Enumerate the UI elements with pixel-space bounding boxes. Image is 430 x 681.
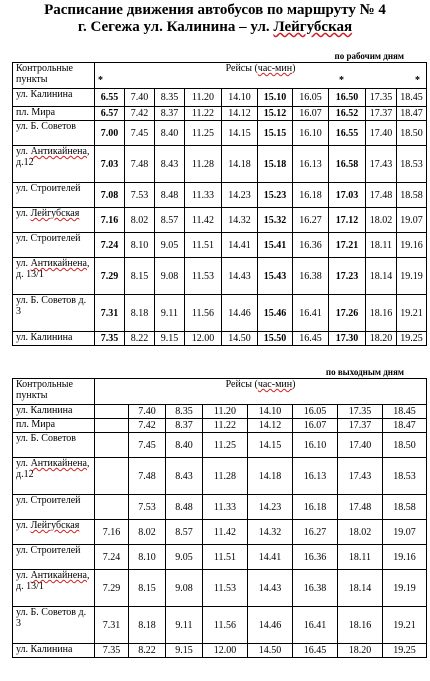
departure-time <box>95 419 129 433</box>
stop-name: ул. Калинина <box>13 644 95 658</box>
trips-header-unit: час-мин <box>257 63 293 74</box>
departure-time: 12.00 <box>185 332 222 346</box>
departure-time: 8.18 <box>129 607 166 644</box>
departure-time: 18.02 <box>338 520 383 545</box>
express-trip-marker: * <box>98 75 103 86</box>
departure-time: 9.05 <box>166 545 203 570</box>
departure-time: 17.03 <box>329 183 366 208</box>
departure-time: 12.00 <box>203 644 248 658</box>
departure-time: 16.10 <box>293 121 329 146</box>
departure-time: 9.05 <box>155 233 185 258</box>
departure-time: 14.15 <box>222 121 258 146</box>
departure-time: 11.22 <box>203 419 248 433</box>
departure-time: 11.25 <box>203 433 248 458</box>
departure-time: 7.42 <box>125 107 155 121</box>
departure-time: 8.10 <box>129 545 166 570</box>
departure-time: 7.03 <box>95 146 125 183</box>
stops-column-header: Контрольные пункты <box>13 379 95 405</box>
trips-column-header <box>95 63 427 89</box>
departure-time: 16.07 <box>293 419 338 433</box>
stop-name: ул. Строителей <box>13 233 95 258</box>
departure-time: 14.41 <box>248 545 293 570</box>
departure-time: 14.18 <box>222 146 258 183</box>
timetable-row <box>13 258 427 295</box>
departure-time: 18.45 <box>397 89 427 107</box>
departure-time: 8.15 <box>125 258 155 295</box>
stop-name: ул. Калинина <box>13 332 95 346</box>
departure-time: 14.23 <box>248 495 293 520</box>
departure-time: 15.32 <box>258 208 293 233</box>
departure-time: 7.00 <box>95 121 125 146</box>
timetable-row <box>13 607 427 644</box>
departure-time: 8.43 <box>155 146 185 183</box>
timetable-row <box>13 208 427 233</box>
departure-time: 8.57 <box>166 520 203 545</box>
departure-time: 11.51 <box>203 545 248 570</box>
departure-time: 17.21 <box>329 233 366 258</box>
departure-time: 9.11 <box>166 607 203 644</box>
timetable-row <box>13 183 427 208</box>
departure-time: 17.48 <box>366 183 397 208</box>
departure-time: 11.22 <box>185 107 222 121</box>
timetable-row <box>13 458 427 495</box>
departure-time: 11.51 <box>185 233 222 258</box>
trips-header-suffix: ) <box>292 63 296 74</box>
departure-time: 16.13 <box>293 146 329 183</box>
departure-time: 18.58 <box>397 183 427 208</box>
departure-time: 7.48 <box>125 146 155 183</box>
departure-time: 16.10 <box>293 433 338 458</box>
departure-time: 18.02 <box>366 208 397 233</box>
departure-time: 11.33 <box>203 495 248 520</box>
timetable-row <box>13 644 427 658</box>
departure-time: 11.56 <box>185 295 222 332</box>
departure-time: 19.21 <box>383 607 427 644</box>
departure-time: 7.53 <box>129 495 166 520</box>
weekend-timetable <box>12 378 427 658</box>
timetable-row <box>13 419 427 433</box>
departure-time: 7.24 <box>95 545 129 570</box>
departure-time: 11.20 <box>185 89 222 107</box>
timetable-row <box>13 332 427 346</box>
stop-name: пл. Мира <box>13 419 95 433</box>
departure-time: 18.45 <box>383 405 427 419</box>
departure-time: 8.15 <box>129 570 166 607</box>
departure-time: 8.40 <box>166 433 203 458</box>
departure-time: 18.47 <box>383 419 427 433</box>
route-end-stop: Лейгубская <box>273 19 353 35</box>
stop-name: ул. Калинина <box>13 405 95 419</box>
street-name: Антикайнена <box>30 146 87 157</box>
departure-time: 19.25 <box>397 332 427 346</box>
departure-time: 15.46 <box>258 295 293 332</box>
departure-time: 15.23 <box>258 183 293 208</box>
departure-time: 8.02 <box>125 208 155 233</box>
departure-time: 15.18 <box>258 146 293 183</box>
departure-time: 18.50 <box>383 433 427 458</box>
weekday-label: по рабочим дням <box>334 51 404 61</box>
departure-time: 7.53 <box>125 183 155 208</box>
trips-header-prefix: Рейсы ( <box>225 379 258 390</box>
express-trip-marker: * <box>339 75 344 86</box>
street-name: Антикайнена <box>30 570 87 581</box>
departure-time: 17.26 <box>329 295 366 332</box>
departure-time: 14.32 <box>222 208 258 233</box>
stop-name: ул. Б. Советов д. 3 <box>13 607 95 644</box>
departure-time: 7.45 <box>129 433 166 458</box>
departure-time: 16.05 <box>293 405 338 419</box>
departure-time: 9.15 <box>155 332 185 346</box>
departure-time <box>95 458 129 495</box>
departure-time: 16.38 <box>293 258 329 295</box>
departure-time: 7.40 <box>125 89 155 107</box>
departure-time: 16.38 <box>293 570 338 607</box>
trips-header-prefix: Рейсы ( <box>225 63 258 74</box>
departure-time: 7.40 <box>129 405 166 419</box>
trips-column-header <box>95 379 427 405</box>
departure-time: 18.47 <box>397 107 427 121</box>
departure-time: 18.53 <box>397 146 427 183</box>
departure-time: 14.32 <box>248 520 293 545</box>
stop-name: ул. Лейгубская <box>13 208 95 233</box>
departure-time: 19.16 <box>383 545 427 570</box>
departure-time: 14.23 <box>222 183 258 208</box>
timetable-row <box>13 570 427 607</box>
weekday-header-row <box>13 63 427 89</box>
departure-time: 17.43 <box>338 458 383 495</box>
departure-time: 16.05 <box>293 89 329 107</box>
departure-time: 7.42 <box>129 419 166 433</box>
departure-time: 14.43 <box>248 570 293 607</box>
departure-time: 18.50 <box>397 121 427 146</box>
departure-time: 17.40 <box>366 121 397 146</box>
departure-time: 14.50 <box>248 644 293 658</box>
trips-header-unit: час-мин <box>257 379 293 390</box>
departure-time: 8.10 <box>125 233 155 258</box>
departure-time: 17.40 <box>338 433 383 458</box>
departure-time: 14.41 <box>222 233 258 258</box>
departure-time: 11.28 <box>185 146 222 183</box>
departure-time: 7.35 <box>95 644 129 658</box>
departure-time: 18.20 <box>366 332 397 346</box>
departure-time: 7.24 <box>95 233 125 258</box>
departure-time: 7.29 <box>95 258 125 295</box>
departure-time: 16.52 <box>329 107 366 121</box>
departure-time: 16.50 <box>329 89 366 107</box>
departure-time: 7.08 <box>95 183 125 208</box>
timetable-row <box>13 295 427 332</box>
departure-time: 14.12 <box>222 107 258 121</box>
departure-time: 7.31 <box>95 607 129 644</box>
timetable-row <box>13 89 427 107</box>
stops-column-header: Контрольные пункты <box>13 63 95 89</box>
timetable-row <box>13 520 427 545</box>
document-title: Расписание движения автобусов по маршруту № 4 <box>44 2 386 18</box>
departure-time: 8.18 <box>125 295 155 332</box>
departure-time: 11.28 <box>203 458 248 495</box>
stop-name: ул. Антикайнена, д. 13/1 <box>13 570 95 607</box>
departure-time: 7.45 <box>125 121 155 146</box>
departure-time: 14.46 <box>222 295 258 332</box>
departure-time: 8.43 <box>166 458 203 495</box>
departure-time: 15.12 <box>258 107 293 121</box>
departure-time: 11.20 <box>203 405 248 419</box>
departure-time: 16.41 <box>293 607 338 644</box>
timetable-row <box>13 433 427 458</box>
departure-time: 16.41 <box>293 295 329 332</box>
stop-name: ул. Б. Советов <box>13 121 95 146</box>
departure-time: 9.15 <box>166 644 203 658</box>
departure-time: 7.16 <box>95 520 129 545</box>
stop-name: ул. Калинина <box>13 89 95 107</box>
street-name: Антикайнена <box>30 258 87 269</box>
departure-time: 18.14 <box>366 258 397 295</box>
departure-time: 17.35 <box>366 89 397 107</box>
stop-name: ул. Б. Советов д. 3 <box>13 295 95 332</box>
departure-time: 7.29 <box>95 570 129 607</box>
departure-time: 16.36 <box>293 233 329 258</box>
departure-time: 9.08 <box>155 258 185 295</box>
weekend-header-row <box>13 379 427 405</box>
departure-time: 19.16 <box>397 233 427 258</box>
departure-time: 11.25 <box>185 121 222 146</box>
departure-time: 19.07 <box>383 520 427 545</box>
departure-time: 8.40 <box>155 121 185 146</box>
departure-time: 8.02 <box>129 520 166 545</box>
departure-time: 9.08 <box>166 570 203 607</box>
departure-time: 17.37 <box>338 419 383 433</box>
stop-name: ул. Строителей <box>13 495 95 520</box>
departure-time: 8.37 <box>155 107 185 121</box>
departure-time: 14.43 <box>222 258 258 295</box>
departure-time <box>95 495 129 520</box>
departure-time: 18.20 <box>338 644 383 658</box>
departure-time: 9.11 <box>155 295 185 332</box>
stop-name: пл. Мира <box>13 107 95 121</box>
departure-time: 18.16 <box>338 607 383 644</box>
departure-time: 7.31 <box>95 295 125 332</box>
departure-time: 18.58 <box>383 495 427 520</box>
departure-time: 14.10 <box>222 89 258 107</box>
departure-time: 16.13 <box>293 458 338 495</box>
stop-name: ул. Строителей <box>13 183 95 208</box>
departure-time: 14.50 <box>222 332 258 346</box>
departure-time: 6.57 <box>95 107 125 121</box>
departure-time: 17.12 <box>329 208 366 233</box>
stop-name: ул. Антикайнена, д.12 <box>13 458 95 495</box>
departure-time <box>95 405 129 419</box>
departure-time: 16.55 <box>329 121 366 146</box>
weekday-timetable <box>12 62 427 346</box>
street-name: Антикайнена <box>30 458 87 469</box>
departure-time: 8.57 <box>155 208 185 233</box>
departure-time: 11.42 <box>203 520 248 545</box>
departure-time: 16.27 <box>293 520 338 545</box>
timetable-row <box>13 545 427 570</box>
timetable-row <box>13 146 427 183</box>
departure-time: 11.33 <box>185 183 222 208</box>
departure-time: 16.07 <box>293 107 329 121</box>
departure-time: 17.37 <box>366 107 397 121</box>
departure-time: 15.15 <box>258 121 293 146</box>
departure-time: 19.25 <box>383 644 427 658</box>
departure-time: 8.35 <box>166 405 203 419</box>
street-name: Лейгубская <box>30 520 80 531</box>
weekend-label: по выходным дням <box>325 367 404 377</box>
stop-name: ул. Антикайнена, д.12 <box>13 146 95 183</box>
departure-time: 16.45 <box>293 332 329 346</box>
departure-time: 18.16 <box>366 295 397 332</box>
departure-time: 8.22 <box>125 332 155 346</box>
departure-time: 15.41 <box>258 233 293 258</box>
timetable-row <box>13 107 427 121</box>
timetable-row <box>13 121 427 146</box>
timetable-row <box>13 495 427 520</box>
departure-time: 11.53 <box>185 258 222 295</box>
stop-name: ул. Строителей <box>13 545 95 570</box>
departure-time: 8.37 <box>166 419 203 433</box>
departure-time: 16.18 <box>293 495 338 520</box>
departure-time: 18.53 <box>383 458 427 495</box>
departure-time: 17.30 <box>329 332 366 346</box>
departure-time: 19.21 <box>397 295 427 332</box>
departure-time: 17.23 <box>329 258 366 295</box>
departure-time: 11.42 <box>185 208 222 233</box>
stop-name: ул. Б. Советов <box>13 433 95 458</box>
express-trip-marker: * <box>415 75 420 86</box>
departure-time: 16.27 <box>293 208 329 233</box>
stop-name: ул. Антикайнена, д. 13/1 <box>13 258 95 295</box>
departure-time <box>95 433 129 458</box>
departure-time: 8.22 <box>129 644 166 658</box>
departure-time: 18.14 <box>338 570 383 607</box>
departure-time: 15.50 <box>258 332 293 346</box>
timetable-row <box>13 405 427 419</box>
departure-time: 17.48 <box>338 495 383 520</box>
departure-time: 8.48 <box>155 183 185 208</box>
departure-time: 17.43 <box>366 146 397 183</box>
departure-time: 16.18 <box>293 183 329 208</box>
departure-time: 19.19 <box>397 258 427 295</box>
street-name: Лейгубская <box>30 208 80 219</box>
departure-time: 6.55 <box>95 89 125 107</box>
timetable-row <box>13 233 427 258</box>
departure-time: 15.10 <box>258 89 293 107</box>
departure-time: 7.48 <box>129 458 166 495</box>
departure-time: 14.10 <box>248 405 293 419</box>
stop-name: ул. Лейгубская <box>13 520 95 545</box>
departure-time: 14.12 <box>248 419 293 433</box>
trips-header-suffix: ) <box>292 379 296 390</box>
departure-time: 15.43 <box>258 258 293 295</box>
departure-time: 17.35 <box>338 405 383 419</box>
departure-time: 14.46 <box>248 607 293 644</box>
departure-time: 8.48 <box>166 495 203 520</box>
departure-time: 18.11 <box>366 233 397 258</box>
departure-time: 19.19 <box>383 570 427 607</box>
departure-time: 14.15 <box>248 433 293 458</box>
departure-time: 16.58 <box>329 146 366 183</box>
departure-time: 14.18 <box>248 458 293 495</box>
departure-time: 11.56 <box>203 607 248 644</box>
departure-time: 16.36 <box>293 545 338 570</box>
departure-time: 16.45 <box>293 644 338 658</box>
document-subtitle <box>0 19 430 36</box>
departure-time: 19.07 <box>397 208 427 233</box>
departure-time: 11.53 <box>203 570 248 607</box>
departure-time: 8.35 <box>155 89 185 107</box>
departure-time: 7.35 <box>95 332 125 346</box>
route-description: г. Сегежа ул. Калинина – ул. <box>77 19 274 35</box>
departure-time: 18.11 <box>338 545 383 570</box>
departure-time: 7.16 <box>95 208 125 233</box>
